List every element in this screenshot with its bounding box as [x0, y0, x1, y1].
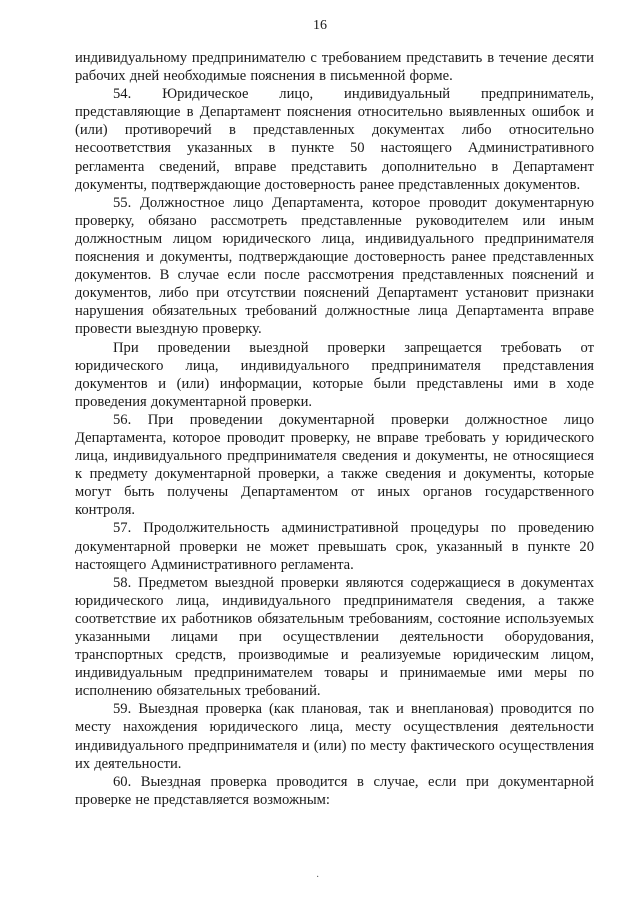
- paragraph-56: 56. При проведении документарной проверки должностное лицо Департамента, которое проводит проверку, не вправе требовать у юридического лица, индивидуального предпринимателя сведения и документы, не относящиеся к предмету документарной проверки, а также сведения и документы, которые могут быть получены Департаментом от иных органов государственного контроля.: [75, 411, 594, 519]
- paragraph-55-restriction: При проведении выездной проверки запрещается требовать от юридического лица, индивидуального предпринимателя представления документов и (или) информации, которые были представлены ими в ходе проведения документарной проверки.: [75, 339, 594, 410]
- paragraph-continuation: индивидуальному предпринимателю с требованием представить в течение десяти рабочих дней необходимые пояснения в письменной форме.: [75, 50, 594, 85]
- paragraph-59: 59. Выездная проверка (как плановая, так и внеплановая) проводится по месту нахождения юридического лица, месту осуществления деятельности индивидуального предпринимателя и (или) по месту фактического осуществления их деятельности.: [75, 701, 594, 772]
- paragraph-60: 60. Выездная проверка проводится в случае, если при документарной проверке не представляется возможным:: [75, 773, 594, 808]
- paragraph-54: 54. Юридическое лицо, индивидуальный предприниматель, представляющие в Департамент пояснения относительно выявленных ошибок и (или) противоречий в представленных документах либо относительно несоответствия указанных в пункте 50 настоящего Административного регламента сведений, вправе представить дополнительно в Департамент документы, подтверждающие достоверность ранее представленных документов.: [75, 86, 594, 193]
- page-number: 16: [313, 18, 327, 33]
- paragraph-58: 58. Предметом выездной проверки являются содержащиеся в документах юридического лица, индивидуального предпринимателя сведения, а также соответствие их работников обязательным требованиям, состояние используемых указанными лицами при осуществлении деятельности оборудования, транспортных средств, производимые и реализуемые юридическим лицом, индивидуальным предпринимателем товары и принимаемые ими меры по исполнению обязательных требований.: [75, 574, 594, 700]
- document-body: [75, 49, 594, 809]
- scan-speck: ·: [316, 872, 320, 883]
- paragraph-57: 57. Продолжительность административной процедуры по проведению документарной проверки не может превышать срок, указанный в пункте 20 настоящего Административного регламента.: [75, 520, 594, 573]
- paragraph-55: 55. Должностное лицо Департамента, которое проводит документарную проверку, обязано рассмотреть представленные руководителем или иным должностным лицом юридического лица, индивидуального предпринимателя пояснения и документы, подтверждающие достоверность ранее представленных документов. В случае если после рассмотрения представленных пояснений и документов, либо при отсутствии пояснений Департамент установит признаки нарушения обязательных требований должностные лица Департамента вправе провести выездную проверку.: [75, 194, 594, 338]
